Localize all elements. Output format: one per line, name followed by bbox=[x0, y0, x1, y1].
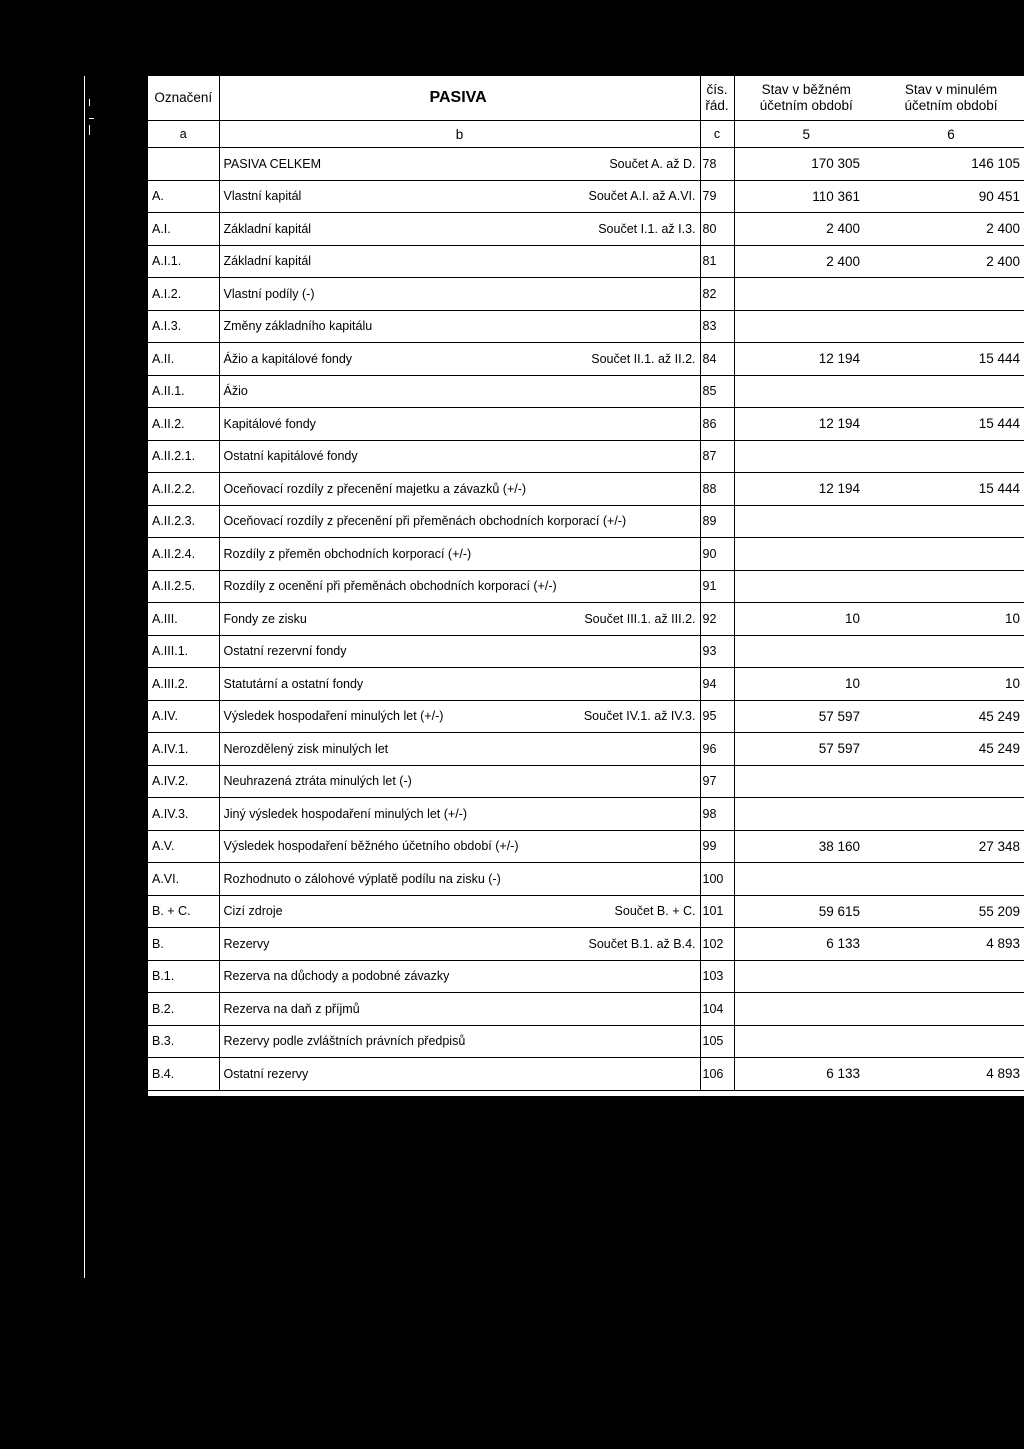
row-sum-formula: Součet A.I. až A.VI. bbox=[588, 189, 696, 204]
row-number: 92 bbox=[700, 603, 734, 636]
table-row bbox=[148, 148, 1024, 181]
previous-period-value bbox=[878, 798, 1024, 831]
row-sum-formula: Součet II.1. až II.2. bbox=[591, 351, 696, 366]
table-row bbox=[148, 830, 1024, 863]
table-row bbox=[148, 863, 1024, 896]
header-current-period: Stav v běžném účetním období bbox=[734, 76, 878, 121]
table-row bbox=[148, 1025, 1024, 1058]
row-name bbox=[219, 505, 700, 538]
previous-period-value: 45 249 bbox=[878, 733, 1024, 766]
row-label: Rezerva na daň z příjmů bbox=[223, 1001, 360, 1016]
current-period-value: 59 615 bbox=[734, 895, 878, 928]
subheader-c: c bbox=[700, 121, 734, 148]
previous-period-value: 15 444 bbox=[878, 473, 1024, 506]
row-number: 85 bbox=[700, 375, 734, 408]
subheader-a: a bbox=[148, 121, 219, 148]
row-number: 88 bbox=[700, 473, 734, 506]
row-code: A.I.3. bbox=[148, 310, 219, 343]
row-name bbox=[219, 570, 700, 603]
margin-mark bbox=[89, 99, 90, 106]
previous-period-value bbox=[878, 538, 1024, 571]
table-row bbox=[148, 278, 1024, 311]
row-code: B. bbox=[148, 928, 219, 961]
row-name bbox=[219, 635, 700, 668]
table-row bbox=[148, 440, 1024, 473]
row-name bbox=[219, 245, 700, 278]
previous-period-value bbox=[878, 765, 1024, 798]
row-label: Jiný výsledek hospodaření minulých let (+/-) bbox=[223, 806, 468, 821]
previous-period-value bbox=[878, 375, 1024, 408]
row-code: A.II.2.2. bbox=[148, 473, 219, 506]
row-label: Ážio bbox=[223, 384, 248, 399]
previous-period-value bbox=[878, 993, 1024, 1026]
margin-mark bbox=[89, 125, 90, 135]
table-row bbox=[148, 733, 1024, 766]
current-period-value bbox=[734, 310, 878, 343]
current-period-value bbox=[734, 960, 878, 993]
row-code: B.1. bbox=[148, 960, 219, 993]
table-row bbox=[148, 310, 1024, 343]
row-number: 82 bbox=[700, 278, 734, 311]
margin-mark bbox=[89, 118, 94, 119]
previous-period-value bbox=[878, 635, 1024, 668]
row-name bbox=[219, 213, 700, 246]
row-label: Rozhodnuto o zálohové výplatě podílu na zisku (-) bbox=[223, 871, 501, 886]
table-row bbox=[148, 343, 1024, 376]
row-code: A.VI. bbox=[148, 863, 219, 896]
current-period-value bbox=[734, 993, 878, 1026]
previous-period-value bbox=[878, 960, 1024, 993]
row-number: 89 bbox=[700, 505, 734, 538]
current-period-value: 10 bbox=[734, 668, 878, 701]
row-label: Ostatní kapitálové fondy bbox=[223, 449, 358, 464]
previous-period-value: 27 348 bbox=[878, 830, 1024, 863]
row-name bbox=[219, 1058, 700, 1091]
row-code: A.II.2.5. bbox=[148, 570, 219, 603]
table-row bbox=[148, 213, 1024, 246]
row-code: A.IV.2. bbox=[148, 765, 219, 798]
current-period-value: 170 305 bbox=[734, 148, 878, 181]
row-label: Rezerva na důchody a podobné závazky bbox=[223, 969, 450, 984]
row-code: A.III.1. bbox=[148, 635, 219, 668]
header-code: Označení bbox=[148, 76, 219, 121]
row-name bbox=[219, 700, 700, 733]
row-name bbox=[219, 180, 700, 213]
header-previous-period: Stav v minulém účetním období bbox=[878, 76, 1024, 121]
row-label: Neuhrazená ztráta minulých let (-) bbox=[223, 774, 412, 789]
balance-sheet-page bbox=[148, 76, 1024, 1096]
current-period-value: 2 400 bbox=[734, 213, 878, 246]
header-row-no: čís. řád. bbox=[700, 76, 734, 121]
row-name bbox=[219, 993, 700, 1026]
row-label: Základní kapitál bbox=[223, 221, 312, 236]
row-name bbox=[219, 343, 700, 376]
row-number: 90 bbox=[700, 538, 734, 571]
liabilities-table bbox=[148, 76, 1024, 1091]
table-body bbox=[148, 148, 1024, 1091]
row-code: A.V. bbox=[148, 830, 219, 863]
table-row bbox=[148, 473, 1024, 506]
current-period-value: 12 194 bbox=[734, 408, 878, 441]
row-label: Ážio a kapitálové fondy bbox=[223, 351, 353, 366]
row-code: A.II.1. bbox=[148, 375, 219, 408]
table-row bbox=[148, 408, 1024, 441]
current-period-value bbox=[734, 570, 878, 603]
current-period-value bbox=[734, 538, 878, 571]
row-number: 79 bbox=[700, 180, 734, 213]
row-name bbox=[219, 733, 700, 766]
row-code bbox=[148, 148, 219, 181]
row-sum-formula: Součet IV.1. až IV.3. bbox=[583, 709, 696, 724]
previous-period-value: 4 893 bbox=[878, 1058, 1024, 1091]
current-period-value bbox=[734, 635, 878, 668]
row-name bbox=[219, 668, 700, 701]
row-label: Ostatní rezervy bbox=[223, 1066, 309, 1081]
current-period-value bbox=[734, 375, 878, 408]
row-name bbox=[219, 765, 700, 798]
row-code: B.4. bbox=[148, 1058, 219, 1091]
previous-period-value bbox=[878, 1025, 1024, 1058]
table-row bbox=[148, 375, 1024, 408]
table-row bbox=[148, 895, 1024, 928]
previous-period-value bbox=[878, 440, 1024, 473]
table-row bbox=[148, 798, 1024, 831]
previous-period-value bbox=[878, 863, 1024, 896]
row-label: Kapitálové fondy bbox=[223, 416, 316, 431]
row-sum-formula: Součet I.1. až I.3. bbox=[598, 221, 696, 236]
previous-period-value: 2 400 bbox=[878, 245, 1024, 278]
row-number: 83 bbox=[700, 310, 734, 343]
current-period-value bbox=[734, 440, 878, 473]
row-number: 86 bbox=[700, 408, 734, 441]
previous-period-value: 2 400 bbox=[878, 213, 1024, 246]
previous-period-value bbox=[878, 505, 1024, 538]
previous-period-value: 55 209 bbox=[878, 895, 1024, 928]
table-row bbox=[148, 180, 1024, 213]
row-number: 96 bbox=[700, 733, 734, 766]
row-number: 101 bbox=[700, 895, 734, 928]
row-code: A. bbox=[148, 180, 219, 213]
current-period-value: 6 133 bbox=[734, 1058, 878, 1091]
row-sum-formula: Součet III.1. až III.2. bbox=[584, 611, 696, 626]
row-name bbox=[219, 798, 700, 831]
row-number: 104 bbox=[700, 993, 734, 1026]
row-code: A.IV.3. bbox=[148, 798, 219, 831]
row-name bbox=[219, 830, 700, 863]
current-period-value bbox=[734, 1025, 878, 1058]
row-name bbox=[219, 1025, 700, 1058]
table-row bbox=[148, 505, 1024, 538]
current-period-value bbox=[734, 798, 878, 831]
previous-period-value: 15 444 bbox=[878, 343, 1024, 376]
current-period-value: 10 bbox=[734, 603, 878, 636]
row-name bbox=[219, 148, 700, 181]
row-name bbox=[219, 375, 700, 408]
row-number: 102 bbox=[700, 928, 734, 961]
row-label: Statutární a ostatní fondy bbox=[223, 676, 364, 691]
row-number: 100 bbox=[700, 863, 734, 896]
row-label: Ostatní rezervní fondy bbox=[223, 644, 347, 659]
row-number: 80 bbox=[700, 213, 734, 246]
previous-period-value bbox=[878, 278, 1024, 311]
row-number: 97 bbox=[700, 765, 734, 798]
table-row bbox=[148, 538, 1024, 571]
previous-period-value: 10 bbox=[878, 668, 1024, 701]
row-name bbox=[219, 473, 700, 506]
row-name bbox=[219, 408, 700, 441]
row-name bbox=[219, 863, 700, 896]
row-code: A.II. bbox=[148, 343, 219, 376]
row-label: Vlastní kapitál bbox=[223, 189, 302, 204]
subheader-5: 5 bbox=[734, 121, 878, 148]
previous-period-value: 15 444 bbox=[878, 408, 1024, 441]
row-label: Nerozdělený zisk minulých let bbox=[223, 741, 389, 756]
row-label: Vlastní podíly (-) bbox=[223, 286, 315, 301]
table-row bbox=[148, 700, 1024, 733]
row-name bbox=[219, 440, 700, 473]
row-code: A.II.2. bbox=[148, 408, 219, 441]
header-row bbox=[148, 76, 1024, 121]
table-row bbox=[148, 635, 1024, 668]
current-period-value bbox=[734, 765, 878, 798]
row-number: 95 bbox=[700, 700, 734, 733]
current-period-value: 12 194 bbox=[734, 473, 878, 506]
current-period-value: 110 361 bbox=[734, 180, 878, 213]
row-code: A.II.2.1. bbox=[148, 440, 219, 473]
row-sum-formula: Součet B.1. až B.4. bbox=[588, 936, 696, 951]
row-name bbox=[219, 538, 700, 571]
row-name bbox=[219, 278, 700, 311]
row-code: A.IV. bbox=[148, 700, 219, 733]
table-row bbox=[148, 765, 1024, 798]
subheader-row bbox=[148, 121, 1024, 148]
current-period-value: 6 133 bbox=[734, 928, 878, 961]
row-number: 106 bbox=[700, 1058, 734, 1091]
row-number: 87 bbox=[700, 440, 734, 473]
row-number: 94 bbox=[700, 668, 734, 701]
current-period-value bbox=[734, 863, 878, 896]
row-label: Fondy ze zisku bbox=[223, 611, 307, 626]
current-period-value: 57 597 bbox=[734, 700, 878, 733]
current-period-value: 38 160 bbox=[734, 830, 878, 863]
row-code: A.III.2. bbox=[148, 668, 219, 701]
row-label: Oceňovací rozdíly z přecenění při přeměnách obchodních korporací (+/-) bbox=[223, 514, 627, 529]
row-code: A.II.2.4. bbox=[148, 538, 219, 571]
table-row bbox=[148, 993, 1024, 1026]
table-row bbox=[148, 928, 1024, 961]
row-label: Rozdíly z ocenění při přeměnách obchodních korporací (+/-) bbox=[223, 579, 557, 594]
row-code: A.IV.1. bbox=[148, 733, 219, 766]
row-code: A.II.2.3. bbox=[148, 505, 219, 538]
row-number: 98 bbox=[700, 798, 734, 831]
table-row bbox=[148, 570, 1024, 603]
row-number: 91 bbox=[700, 570, 734, 603]
subheader-6: 6 bbox=[878, 121, 1024, 148]
header-title: PASIVA bbox=[219, 76, 700, 121]
row-code: A.III. bbox=[148, 603, 219, 636]
row-number: 93 bbox=[700, 635, 734, 668]
previous-period-value bbox=[878, 570, 1024, 603]
table-row bbox=[148, 668, 1024, 701]
row-name bbox=[219, 895, 700, 928]
row-label: Změny základního kapitálu bbox=[223, 319, 373, 334]
row-label: Rezervy bbox=[223, 936, 270, 951]
left-margin-rule bbox=[84, 76, 85, 1278]
previous-period-value: 4 893 bbox=[878, 928, 1024, 961]
row-code: B. + C. bbox=[148, 895, 219, 928]
row-number: 81 bbox=[700, 245, 734, 278]
current-period-value bbox=[734, 278, 878, 311]
row-label: Výsledek hospodaření minulých let (+/-) bbox=[223, 709, 444, 724]
row-code: A.I.1. bbox=[148, 245, 219, 278]
row-label: Rozdíly z přeměn obchodních korporací (+/-) bbox=[223, 546, 472, 561]
row-number: 99 bbox=[700, 830, 734, 863]
previous-period-value: 90 451 bbox=[878, 180, 1024, 213]
row-number: 105 bbox=[700, 1025, 734, 1058]
row-label: Rezervy podle zvláštních právních předpisů bbox=[223, 1034, 466, 1049]
previous-period-value: 146 105 bbox=[878, 148, 1024, 181]
row-name bbox=[219, 928, 700, 961]
subheader-b: b bbox=[219, 121, 700, 148]
row-number: 78 bbox=[700, 148, 734, 181]
row-number: 103 bbox=[700, 960, 734, 993]
row-code: A.I.2. bbox=[148, 278, 219, 311]
row-number: 84 bbox=[700, 343, 734, 376]
previous-period-value: 10 bbox=[878, 603, 1024, 636]
row-sum-formula: Součet B. + C. bbox=[614, 904, 696, 919]
row-label: PASIVA CELKEM bbox=[223, 156, 321, 171]
table-row bbox=[148, 603, 1024, 636]
row-label: Základní kapitál bbox=[223, 254, 312, 269]
row-code: B.3. bbox=[148, 1025, 219, 1058]
row-name bbox=[219, 960, 700, 993]
table-row bbox=[148, 960, 1024, 993]
previous-period-value bbox=[878, 310, 1024, 343]
current-period-value bbox=[734, 505, 878, 538]
row-label: Oceňovací rozdíly z přecenění majetku a závazků (+/-) bbox=[223, 481, 527, 496]
row-code: A.I. bbox=[148, 213, 219, 246]
current-period-value: 2 400 bbox=[734, 245, 878, 278]
row-code: B.2. bbox=[148, 993, 219, 1026]
row-name bbox=[219, 603, 700, 636]
row-sum-formula: Součet A. až D. bbox=[609, 156, 696, 171]
table-row bbox=[148, 245, 1024, 278]
current-period-value: 57 597 bbox=[734, 733, 878, 766]
row-label: Cizí zdroje bbox=[223, 904, 283, 919]
row-name bbox=[219, 310, 700, 343]
table-row bbox=[148, 1058, 1024, 1091]
current-period-value: 12 194 bbox=[734, 343, 878, 376]
previous-period-value: 45 249 bbox=[878, 700, 1024, 733]
row-label: Výsledek hospodaření běžného účetního období (+/-) bbox=[223, 839, 519, 854]
